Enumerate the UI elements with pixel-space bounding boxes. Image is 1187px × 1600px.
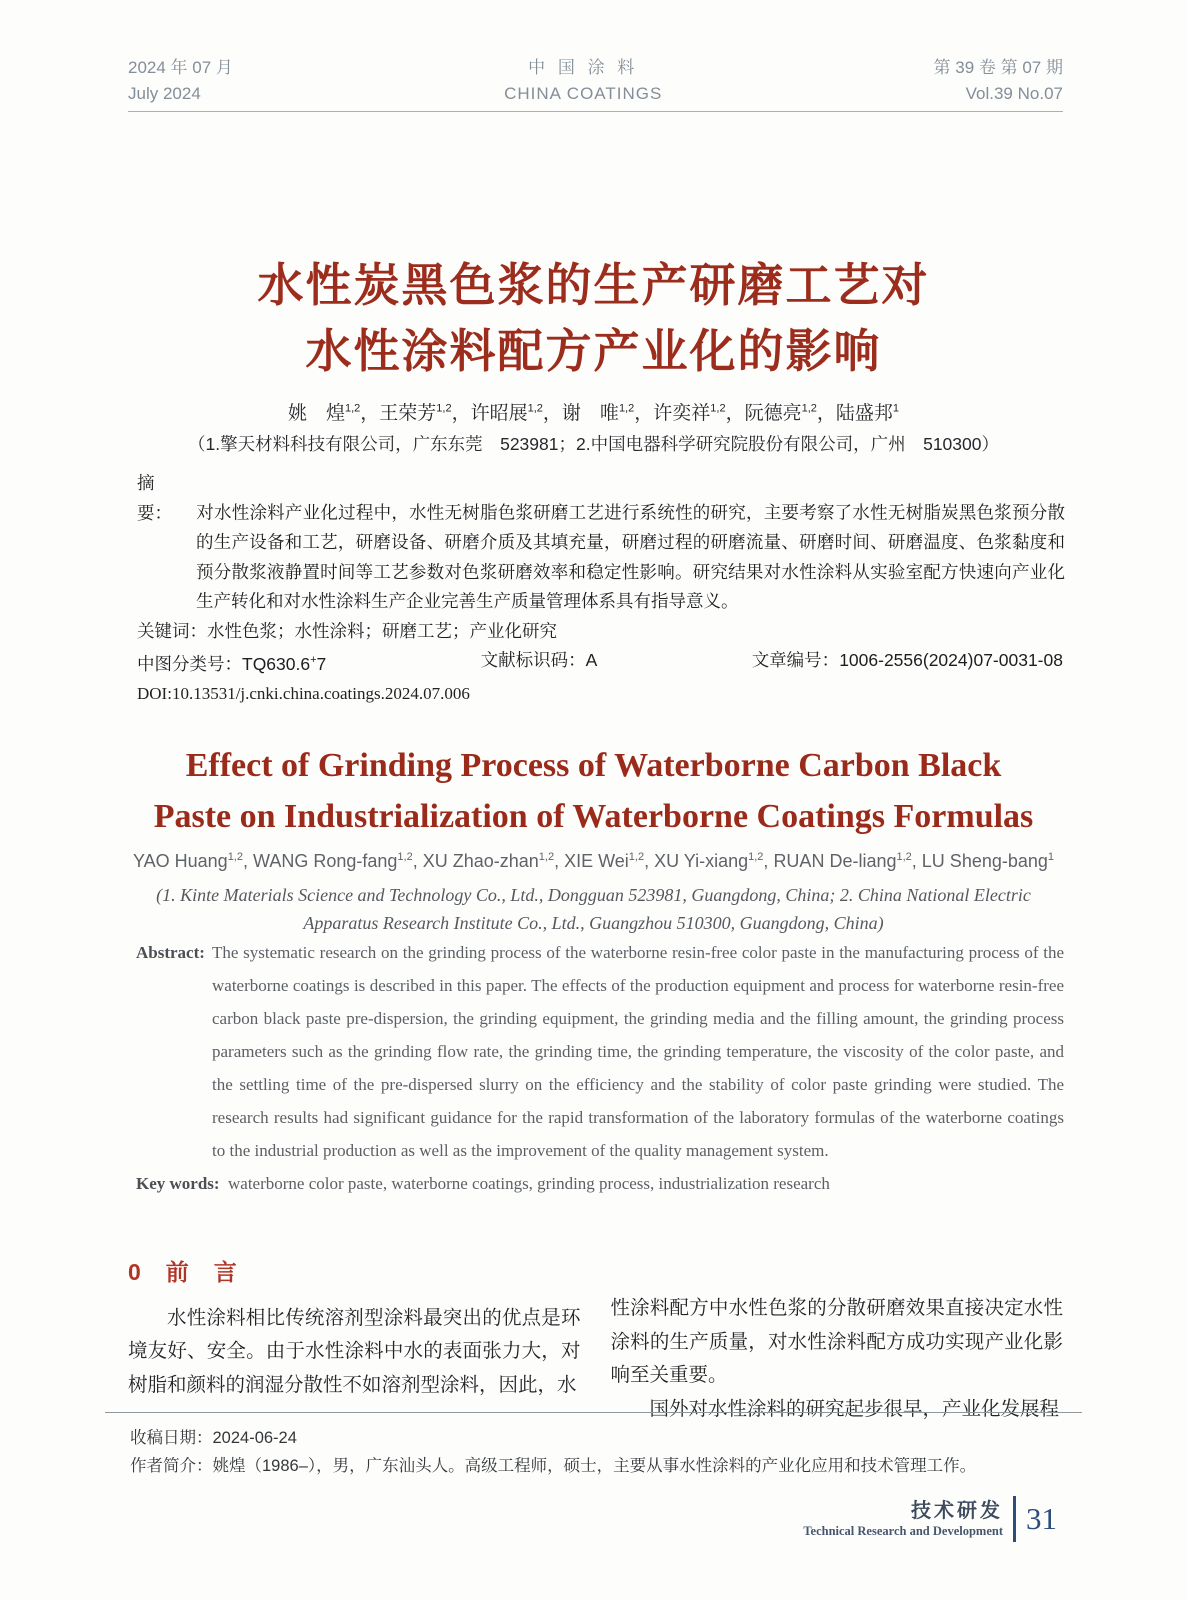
article-title-en-line1: Effect of Grinding Process of Waterborne Carbon Black — [185, 747, 1002, 784]
article-title-cn — [40, 252, 1147, 384]
article-title-en — [40, 740, 1147, 842]
footnote-divider — [105, 1412, 1082, 1413]
author-bio: 作者简介：姚煌（1986–），男，广东汕头人。高级工程师，硕士，主要从事水性涂料的产业化应用和技术管理工作。 — [130, 1457, 977, 1475]
abstract-en-text: The systematic research on the grinding process of the waterborne resin-free color paste in the manufacturing process of the waterborne coatings is described in this paper. The effects of the production equipment and process for waterborne resin-free carbon black paste pre-dispersion, the grinding equipment, the grinding media and the filling amount, the grinding process parameters such as the grinding flow rate, the grinding time, the grinding temperature, the viscosity of the color paste, and the settling time of the pre-dispersed slurry on the efficiency and the stability of color paste grinding were studied. The research results had significant guidance for the rapid transformation of the laboratory formulas of the waterborne coatings to the industrial production as well as the improvement of the quality management system. — [212, 943, 1064, 1160]
authors-cn: 姚 煌$^{1,2}$，王荣芳$^{1,2}$，许昭展$^{1,2}$，谢 唯$^{1,2}$，许奕祥$^{1,2}$，阮德亮$^{1,2}$，陆盛邦$^1$ — [287, 402, 900, 424]
abstract-en-label: Abstract: — [136, 943, 205, 962]
article-title-en-line2: Paste on Industrialization of Waterborne Coatings Formulas — [153, 798, 1034, 835]
page-footer-mark — [803, 1496, 1057, 1542]
front-matter-cn — [137, 469, 1065, 709]
document-code: 文献标识码：A — [480, 650, 598, 670]
header-journal-name — [504, 55, 662, 107]
abstract-cn-label: 摘 要： — [137, 473, 172, 523]
keywords-en-label: Key words: — [136, 1174, 220, 1193]
front-matter-en — [136, 936, 1064, 1200]
authors-en: YAO Huang$^{1,2}$, WANG Rong-fang$^{1,2}$, XU Zhao-zhan$^{1,2}$, XIE Wei$^{1,2}$, XU Yi-xiang$^{1,2}$, RUAN De-liang$^{1,2}$, LU Sheng-bang$^1$ — [132, 851, 1055, 871]
journal-header — [128, 55, 1063, 107]
keywords-en-text: waterborne color paste, waterborne coatings, grinding process, industrialization research — [228, 1174, 830, 1193]
section-marker — [803, 1499, 1003, 1539]
intro-paragraph-right-1: 性涂料配方中水性色浆的分散研磨效果直接决定水性涂料的生产质量，对水性涂料配方成功实现产业化影响至关重要。 — [610, 1298, 1063, 1386]
article-id: 文章编号：1006-2556(2024)07-0031-08 — [751, 650, 1063, 670]
classification-row — [137, 646, 1065, 679]
body-column-right — [611, 1256, 1064, 1426]
body-column-left — [128, 1256, 581, 1426]
header-issue-en: Vol.39 No.07 — [965, 84, 1063, 103]
article-title-cn-line1: 水性炭黑色浆的生产研磨工艺对 — [257, 259, 930, 311]
affiliation-en — [0, 881, 1187, 937]
intro-paragraph-left: 水性涂料相比传统溶剂型涂料最突出的优点是环境友好、安全。由于水性涂料中水的表面张力大，对树脂和颜料的润湿分散性不如溶剂型涂料，因此，水 — [128, 1307, 581, 1396]
abstract-cn-text: 对水性涂料产业化过程中，水性无树脂色浆研磨工艺进行系统性的研究，主要考察了水性无树脂炭黑色浆预分散的生产设备和工艺，研磨设备、研磨介质及其填充量，研磨过程的研磨流量、研磨时间、研磨温度、色浆黏度和预分散浆液静置时间等工艺参数对色浆研磨效率和稳定性影响。研究结果对水性涂料从实验室配方快速向产业化生产转化和对水性涂料生产企业完善生产质量管理体系具有指导意义。 — [196, 502, 1065, 611]
footer-divider-bar — [1013, 1496, 1016, 1542]
affiliation-cn: （1.擎天材料科技有限公司，广东东莞 523981；2.中国电器科学研究院股份有限公司，广州 510300） — [188, 434, 999, 454]
header-issue-cn: 第 39 卷 第 07 期 — [933, 58, 1063, 77]
page-number: 31 — [1026, 1501, 1057, 1536]
doi: DOI:10.13531/j.cnki.china.coatings.2024.07.006 — [137, 684, 470, 704]
journal-name-en: CHINA COATINGS — [504, 84, 663, 103]
affiliation-en-line2: Apparatus Research Institute Co., Ltd., Guangzhou 510300, Guangdong, China) — [303, 913, 884, 933]
intro-paragraph-right-2: 国外对水性涂料的研究起步很早，产业化发展程 — [649, 1398, 1060, 1420]
affiliation-en-line1: (1. Kinte Materials Science and Technology Co., Ltd., Dongguan 523981, Guangdong, China; 2. China National Electric — [156, 885, 1031, 905]
header-issue — [934, 55, 1063, 107]
keywords-cn — [137, 617, 1065, 647]
header-date — [128, 55, 233, 107]
section-marker-cn: 技术研发 — [911, 1500, 1003, 1522]
header-divider — [128, 111, 1063, 112]
section-heading-intro: 0 前 言 — [128, 1259, 238, 1285]
body-columns — [128, 1256, 1063, 1426]
abstract-cn — [137, 469, 1065, 617]
clc-number: 中图分类号：TQ630.6+7 — [137, 653, 327, 674]
journal-name-cn: 中 国 涂 料 — [528, 58, 639, 77]
article-title-cn-line2: 水性涂料配方产业化的影响 — [305, 325, 882, 377]
header-date-cn: 2024 年 07 月 — [128, 58, 233, 77]
header-date-en: July 2024 — [128, 84, 201, 103]
section-marker-en: Technical Research and Development — [803, 1524, 1003, 1538]
keywords-en — [136, 1167, 1064, 1200]
abstract-en — [136, 936, 1064, 1167]
received-date: 收稿日期：2024-06-24 — [130, 1429, 297, 1447]
keywords-cn-text: 水性色浆；水性涂料；研磨工艺；产业化研究 — [207, 620, 557, 641]
keywords-cn-label: 关键词： — [137, 620, 207, 641]
